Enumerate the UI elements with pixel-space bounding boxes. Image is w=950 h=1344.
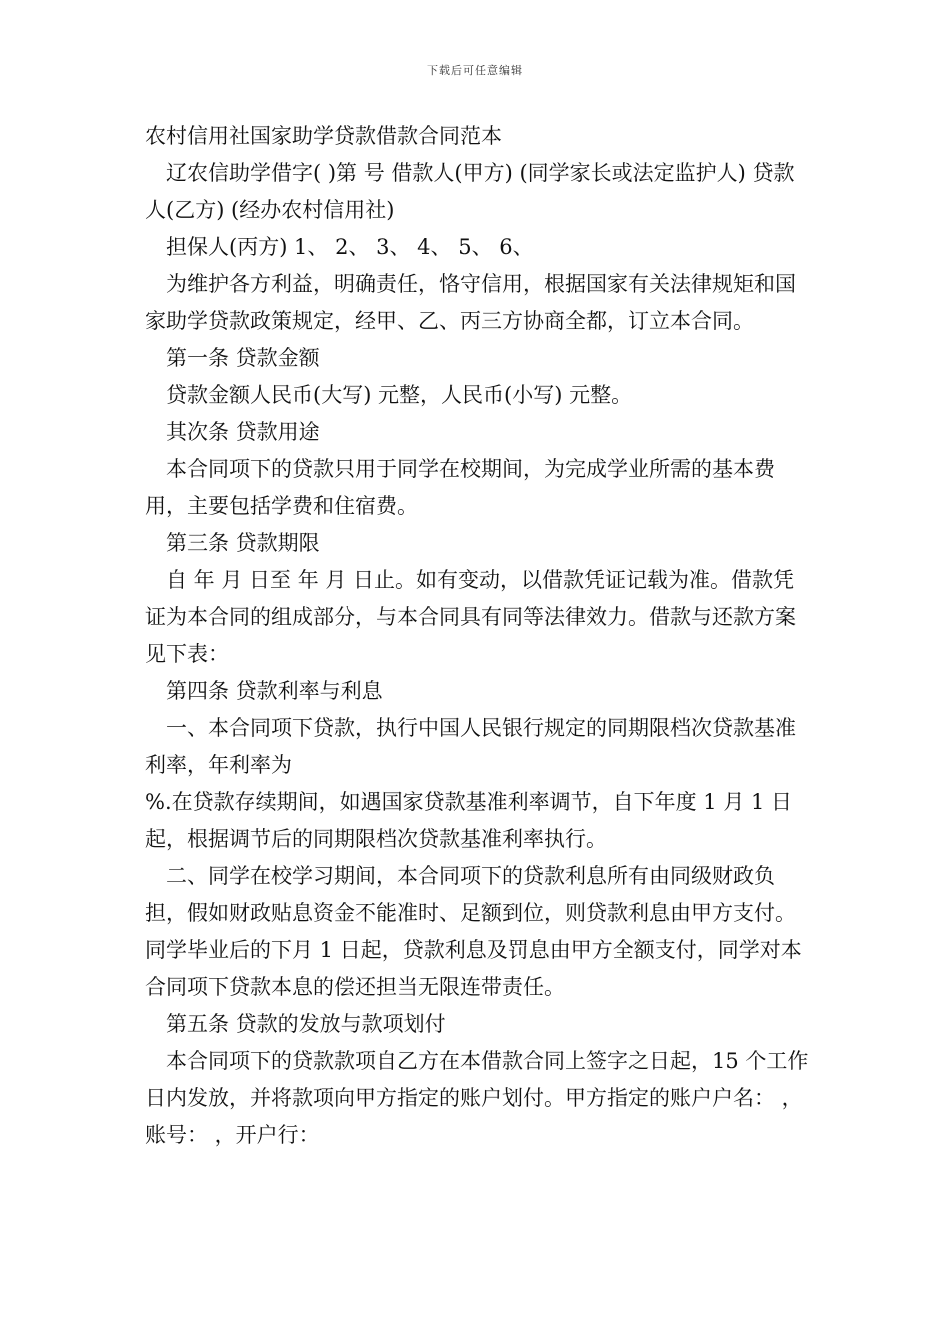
document-title: 农村信用社国家助学贷款借款合同范本 bbox=[145, 124, 502, 148]
paragraph-contract-number: 辽农信助学借字( )第 号 借款人(甲方) (同学家长或法定监护人) 贷款人(乙方) (经办农村信用社) bbox=[145, 161, 795, 222]
document-body bbox=[145, 118, 815, 1154]
article-1-heading: 第一条 贷款金额 bbox=[166, 346, 320, 370]
article-4-clause-1-cont: %.在贷款存续期间，如遇国家贷款基准利率调节，自下年度 1 月 1 日起，根据调节后的同期限档次贷款基准利率执行。 bbox=[145, 790, 793, 851]
paragraph-guarantors: 担保人(丙方) 1、 2、 3、 4、 5、 6、 bbox=[166, 235, 534, 259]
article-2-text: 本合同项下的贷款只用于同学在校期间，为完成学业所需的基本费用，主要包括学费和住宿费。 bbox=[145, 457, 775, 518]
article-4-heading: 第四条 贷款利率与利息 bbox=[166, 679, 383, 703]
article-1-text: 贷款金额人民币(大写) 元整，人民币(小写) 元整。 bbox=[166, 383, 633, 407]
paragraph-preamble: 为维护各方利益，明确责任，恪守信用，根据国家有关法律规矩和国家助学贷款政策规定，经甲、乙、丙三方协商全都，订立本合同。 bbox=[145, 272, 796, 333]
article-3-text: 自 年 月 日至 年 月 日止。如有变动，以借款凭证记载为准。借款凭证为本合同的组成部分，与本合同具有同等法律效力。借款与还款方案见下表： bbox=[145, 568, 796, 666]
page-header: 下载后可任意编辑 bbox=[427, 64, 523, 77]
article-5-heading: 第五条 贷款的发放与款项划付 bbox=[166, 1012, 446, 1036]
article-4-clause-1: 一、本合同项下贷款，执行中国人民银行规定的同期限档次贷款基准利率，年利率为 bbox=[145, 716, 796, 777]
article-2-heading: 其次条 贷款用途 bbox=[166, 420, 320, 444]
article-4-clause-2: 二、同学在校学习期间，本合同项下的贷款利息所有由同级财政负担，假如财政贴息资金不能准时、足额到位，则贷款利息由甲方支付。同学毕业后的下月 1 日起，贷款利息及罚息由甲方全额支付，同学对本合同项下贷款本息的偿还担当无限连带责任。 bbox=[145, 864, 802, 999]
article-5-text: 本合同项下的贷款款项自乙方在本借款合同上签字之日起，15 个工作日内发放，并将款项向甲方指定的账户划付。甲方指定的账户户名： ，账号： ，开户行： bbox=[145, 1049, 809, 1147]
article-3-heading: 第三条 贷款期限 bbox=[166, 531, 320, 555]
